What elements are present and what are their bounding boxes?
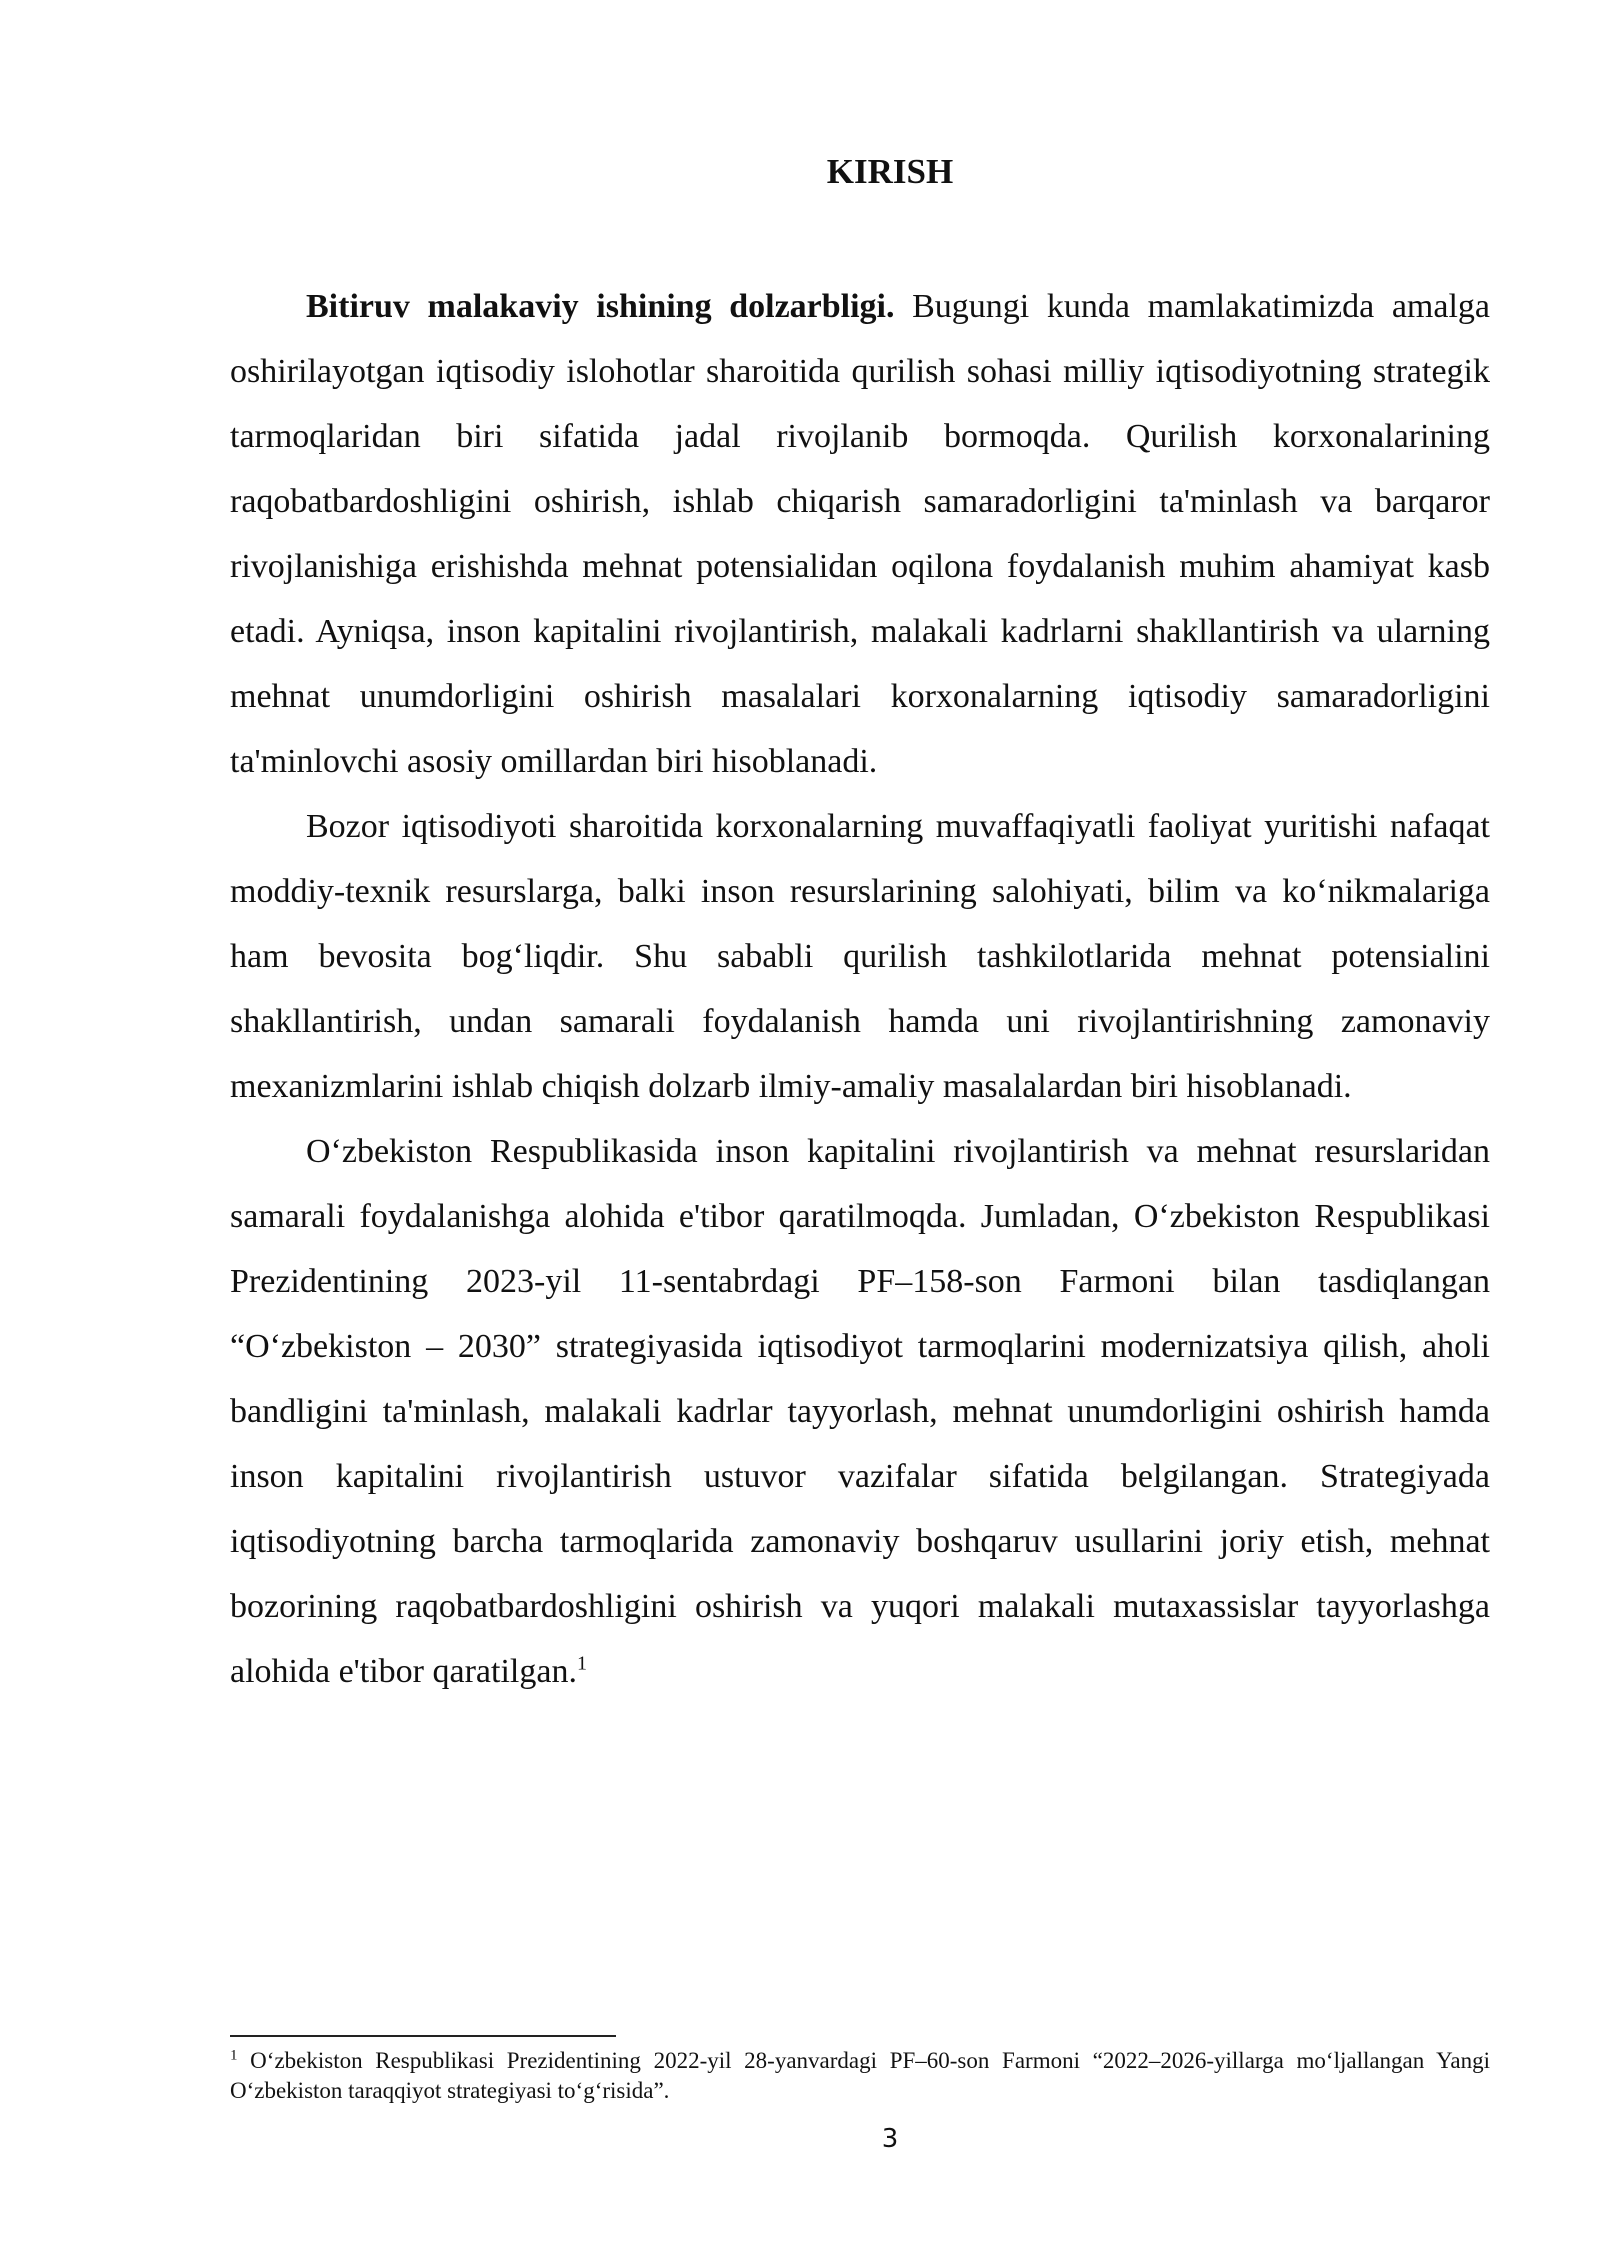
paragraph-market-economy: Bozor iqtisodiyoti sharoitida korxonalarning muvaffaqiyatli faoliyat yuritishi nafaqat moddiy-texnik resurslarga, balki inson resurslarining salohiyati, bilim va ko‘nikmalariga ham bevosita bog‘liqdir. Shu sababli qurilish tashkilotlarida mehnat potensialini shakllantirish, undan samarali foydalanish hamda uni rivojlantirishning zamonaviy mexanizmlarini ishlab chiqish dolzarb ilmiy-amaliy masalalardan biri hisoblanadi. xyxy=(230,808,1490,1105)
paragraph-relevance xyxy=(230,274,1490,794)
footnote xyxy=(230,2046,1490,2106)
page-title: KIRISH xyxy=(826,152,954,191)
paragraph-lead-heading: Bitiruv malakaviy ishining dolzarbligi. xyxy=(306,288,895,325)
footnote-marker: 1 xyxy=(230,2047,238,2064)
paragraph-text: Bugungi kunda mamlakatimizda amalga oshirilayotgan iqtisodiy islohotlar sharoitida qurilish sohasi milliy iqtisodiyotning strategik tarmoqlaridan biri sifatida jadal rivojlanib bormoqda. Qurilish korxonalarining raqobatbardoshligini oshirish, ishlab chiqarish samaradorligini ta'minlash va barqaror rivojlanishiga erishishda mehnat potensialidan oqilona foydalanish muhim ahamiyat kasb etadi. Ayniqsa, inson kapitalini rivojlantirish, malakali kadrlarni shakllantirish va ularning mehnat unumdorligini oshirish masalalari korxonalarning iqtisodiy samaradorligini ta'minlovchi asosiy omillardan biri hisoblanadi. xyxy=(230,288,1490,780)
page-number: 3 xyxy=(881,2124,899,2154)
footnote-reference[interactable]: 1 xyxy=(576,1652,587,1675)
footnote-separator xyxy=(230,2035,616,2037)
body-text xyxy=(230,274,1490,1704)
paragraph-strategy xyxy=(230,1119,1490,1704)
paragraph-text: O‘zbekiston Respublikasida inson kapitalini rivojlantirish va mehnat resurslaridan samarali foydalanishga alohida e'tibor qaratilmoqda. Jumladan, O‘zbekiston Respublikasi Prezidentining 2023-yil 11-sentabrdagi PF–158-son Farmoni bilan tasdiqlangan “O‘zbekiston – 2030” strategiyasida iqtisodiyot tarmoqlarini modernizatsiya qilish, aholi bandligini ta'minlash, malakali kadrlar tayyorlash, mehnat unumdorligini oshirish hamda inson kapitalini rivojlantirish ustuvor vazifalar sifatida belgilangan. Strategiyada iqtisodiyotning barcha tarmoqlarida zamonaviy boshqaruv usullarini joriy etish, mehnat bozorining raqobatbardoshligini oshirish va yuqori malakali mutaxassislar tayyorlashga alohida e'tibor qaratilgan. xyxy=(230,1133,1490,1690)
footnote-text: O‘zbekiston Respublikasi Prezidentining 2022-yil 28-yanvardagi PF–60-son Farmoni “2022–2026-yillarga mo‘ljallangan Yangi O‘zbekiston taraqqiyot strategiyasi to‘g‘risida”. xyxy=(230,2048,1490,2103)
